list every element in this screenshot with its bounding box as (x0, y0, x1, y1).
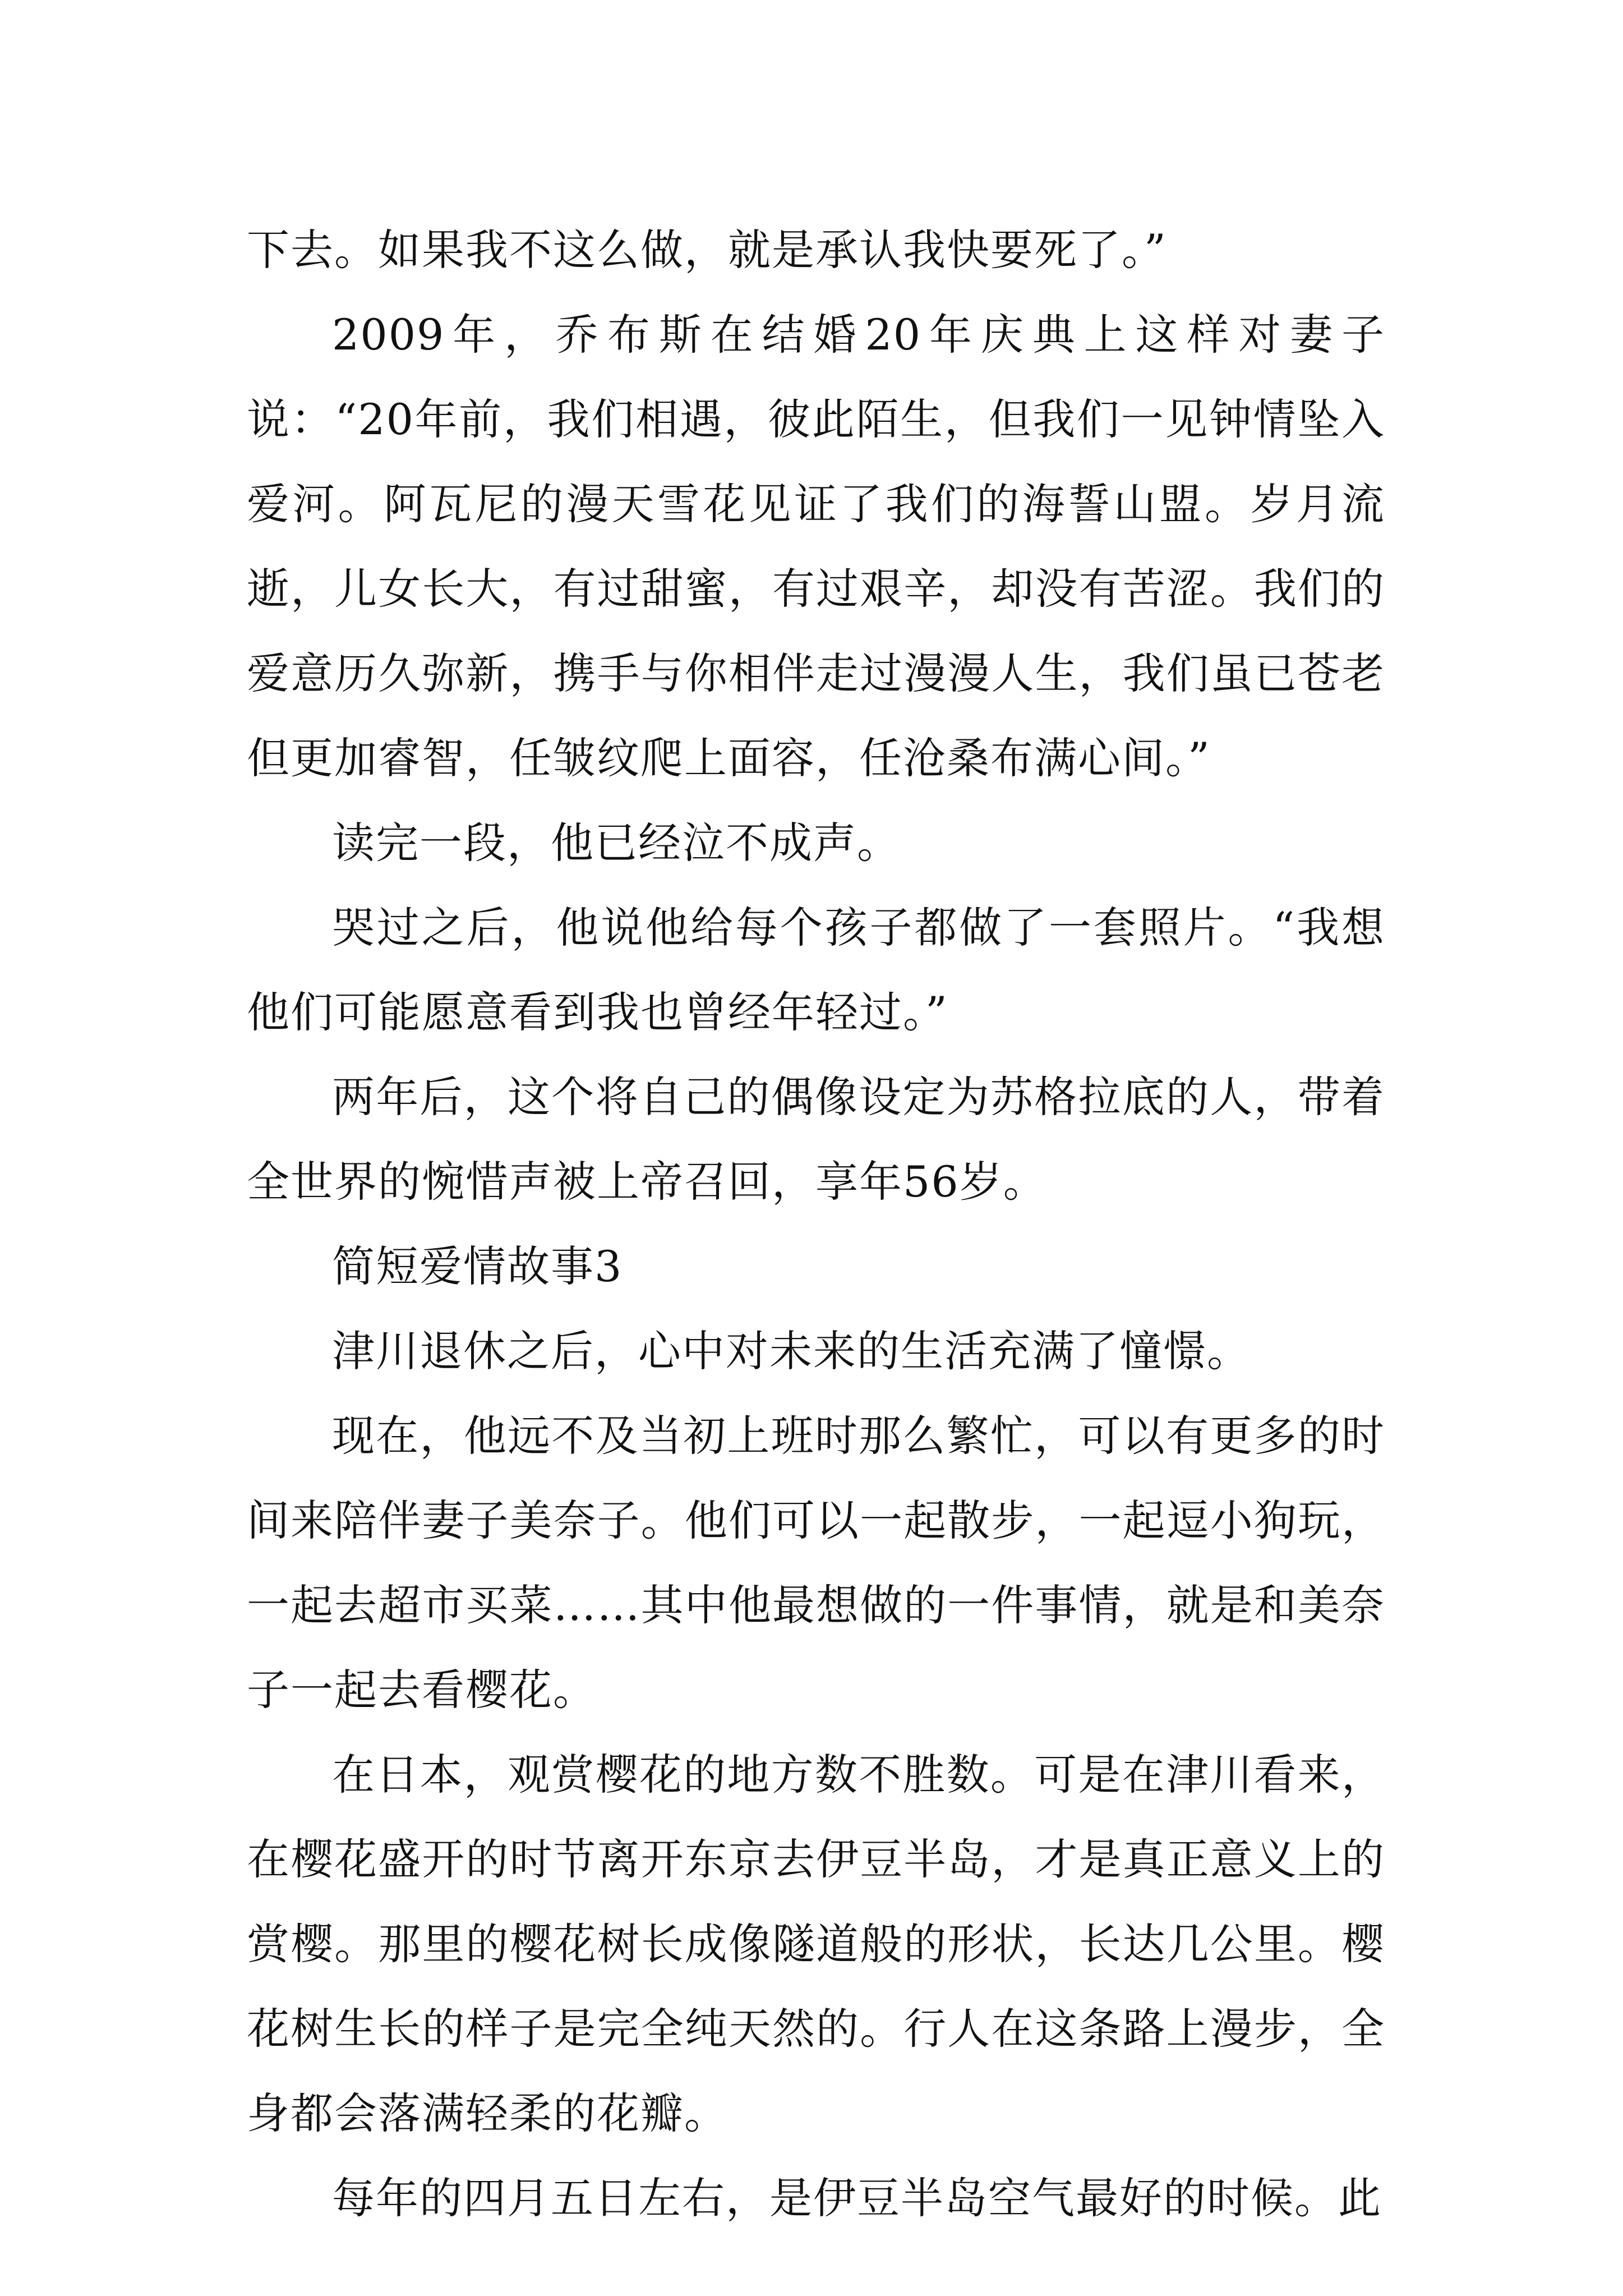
paragraph-3: 读完一段，他已经泣不成声。 (332, 818, 901, 868)
paragraph-7: 津川退休之后，心中对未来的生活充满了憧憬。 (332, 1326, 1251, 1376)
paragraph-4: 哭过之后，他说他给每个孩子都做了一套照片。“我想他们可能愿意看到我也曾经年轻过。” (247, 903, 1385, 1037)
paragraph-2: 2009年，乔布斯在结婚20年庆典上这样对妻子说：“20年前，我们相遇，彼此陌生，但我们一见钟情坠入爱河。阿瓦尼的漫天雪花见证了我们的海誓山盟。岁月流逝，儿女长大，有过甜蜜，有过艰辛，却没有苦涩。我们的爱意历久弥新，携手与你相伴走过漫漫人生，我们虽已苍老但更加睿智，任皱纹爬上面容，任沧桑布满心间。” (247, 310, 1385, 783)
paragraph-9: 在日本，观赏樱花的地方数不胜数。可是在津川看来，在樱花盛开的时节离开东京去伊豆半岛，才是真正意义上的赏樱。那里的樱花树长成像隧道般的形状，长达几公里。樱花树生长的样子是完全纯天然的。行人在这条路上漫步，全身都会落满轻柔的花瓣。 (247, 1750, 1385, 2138)
section-heading: 简短爱情故事3 (332, 1241, 623, 1291)
paragraph-8: 现在，他远不及当初上班时那么繁忙，可以有更多的时间来陪伴妻子美奈子。他们可以一起散步，一起逗小狗玩，一起去超市买菜……其中他最想做的一件事情，就是和美奈子一起去看樱花。 (247, 1411, 1385, 1715)
paragraph-5: 两年后，这个将自己的偶像设定为苏格拉底的人，带着全世界的惋惜声被上帝召回，享年56岁。 (247, 1072, 1385, 1207)
paragraph-1: 下去。如果我不这么做，就是承认我快要死了。” (247, 225, 1167, 275)
document-body (247, 208, 1385, 2240)
paragraph-10: 每年的四月五日左右，是伊豆半岛空气最好的时候。此 (332, 2173, 1382, 2223)
